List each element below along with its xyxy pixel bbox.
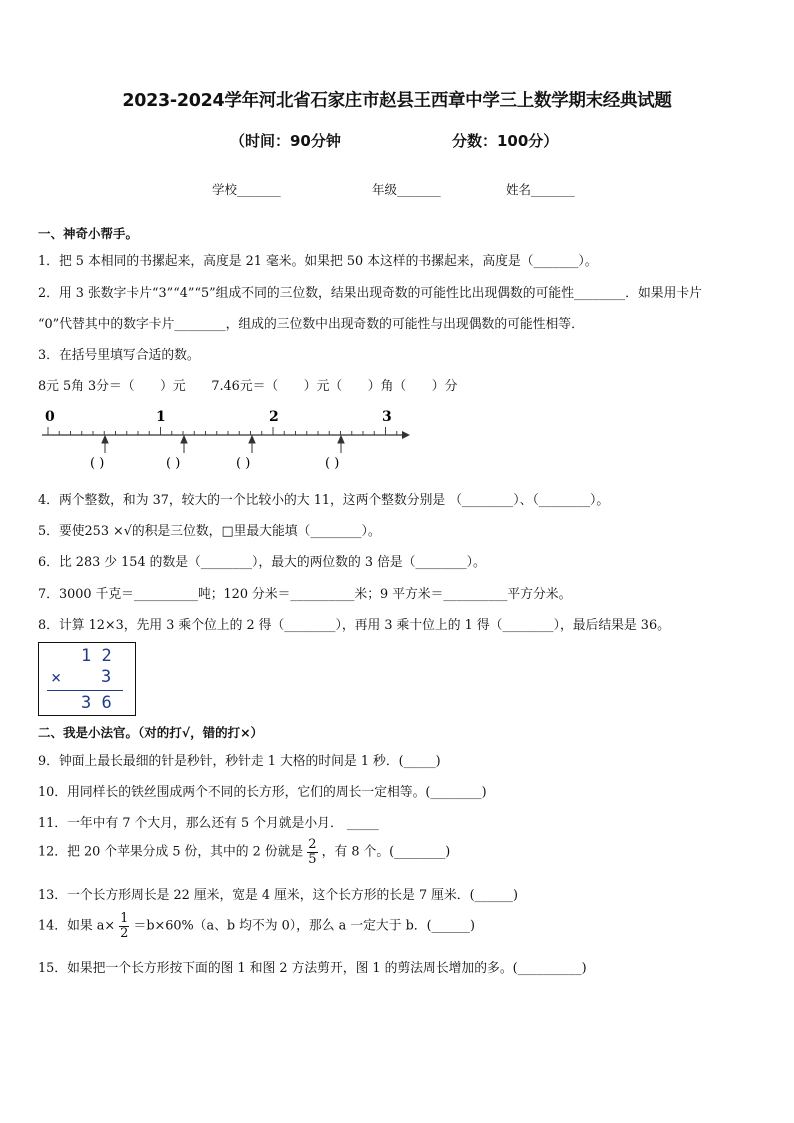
number-line	[38, 405, 418, 479]
multiplication-box	[38, 642, 136, 716]
question-7: 7．3000 千克＝__________吨；120 分米＝__________米；9 平方米＝__________平方分米。	[38, 587, 572, 602]
q14-denominator: 2	[120, 926, 129, 941]
nl-label-3: 3	[382, 409, 392, 425]
question-6: 6．比 283 少 154 的数是（________），最大的两位数的 3 倍是（________）。	[38, 555, 486, 570]
nl-label-1: 1	[156, 409, 166, 425]
mult-top: 1 2	[81, 646, 112, 666]
section-heading-1: 一、神奇小帮手。	[38, 226, 139, 241]
grade-field: 年级_______	[372, 182, 441, 197]
q12-fraction	[307, 838, 317, 866]
nl-blank-1: ( )	[90, 456, 105, 471]
question-14	[38, 912, 475, 940]
number-line-graphic	[38, 405, 418, 475]
q12-denominator: 5	[308, 852, 317, 867]
mult-bottom: 3	[101, 667, 112, 687]
mult-rule	[47, 690, 123, 691]
q14-numerator: 1	[120, 911, 129, 926]
nl-label-0: 0	[45, 409, 55, 425]
question-11: 11．一年中有 7 个大月，那么还有 5 个月就是小月． _____	[38, 816, 379, 831]
question-15: 15．如果把一个长方形按下面的图 1 和图 2 方法剪开，图 1 的剪法周长增加的多。(__________)	[38, 961, 587, 976]
question-3: 3．在括号里填写合适的数。	[38, 348, 200, 363]
q14-fraction	[119, 912, 129, 940]
question-1: 1．把 5 本相同的书摞起来，高度是 21 毫米。如果把 50 本这样的书摞起来，高度是（_______）。	[38, 254, 598, 269]
question-8: 8．计算 12×3，先用 3 乘个位上的 2 得（________），再用 3 乘十位上的 1 得（________），最后结果是 36。	[38, 618, 670, 633]
mult-result: 3 6	[81, 693, 112, 713]
exam-score: 分数：100分）	[452, 132, 559, 150]
nl-label-2: 2	[269, 409, 279, 425]
question-9: 9．钟面上最长最细的针是秒针，秒针走 1 大格的时间是 1 秒．(_____)	[38, 754, 441, 769]
nl-blank-3: ( )	[236, 456, 251, 471]
section-heading-2: 二、我是小法官。（对的打√，错的打×）	[38, 725, 264, 740]
question-10: 10．用同样长的铁丝围成两个不同的长方形，它们的周长一定相等。(________)	[38, 785, 487, 800]
q12-text-pre: 12．把 20 个苹果分成 5 份，其中的 2 份就是	[38, 844, 304, 860]
school-field: 学校_______	[212, 182, 281, 197]
nl-blank-2: ( )	[166, 456, 181, 471]
question-2-line-2: “0”代替其中的数字卡片________，组成的三位数中出现奇数的可能性与出现偶数的可能性相等．	[38, 317, 584, 332]
question-3-money: 8元 5角 3分＝（ ）元 7.46元＝（ ）元（ ）角（ ）分	[38, 379, 458, 394]
q14-text-pre: 14．如果 a×	[38, 918, 116, 934]
question-2-line-1: 2．用 3 张数字卡片“3”“4”“5”组成不同的三位数，结果出现奇数的可能性比出现偶数的可能性________．如果用卡片	[38, 286, 702, 301]
name-field: 姓名_______	[506, 182, 575, 197]
q12-text-post: ，有 8 个。(________)	[321, 844, 451, 860]
mult-sign: ×	[51, 668, 62, 688]
q12-numerator: 2	[308, 837, 317, 852]
q14-text-post: ＝b×60%（a、b 均不为 0），那么 a 一定大于 b．(______)	[133, 918, 475, 934]
page-title: 2023-2024学年河北省石家庄市赵县王西章中学三上数学期末经典试题	[122, 91, 672, 111]
question-5: 5．要使253 ×√的积是三位数，□里最大能填（________）。	[38, 524, 381, 539]
question-4: 4．两个整数，和为 37，较大的一个比较小的大 11，这两个整数分别是 （________）、（________）。	[38, 493, 610, 508]
question-12	[38, 838, 450, 866]
exam-time: （时间：90分钟	[230, 132, 341, 150]
question-13: 13．一个长方形周长是 22 厘米，宽是 4 厘米，这个长方形的长是 7 厘米．(______)	[38, 888, 518, 903]
nl-blank-4: ( )	[325, 456, 340, 471]
